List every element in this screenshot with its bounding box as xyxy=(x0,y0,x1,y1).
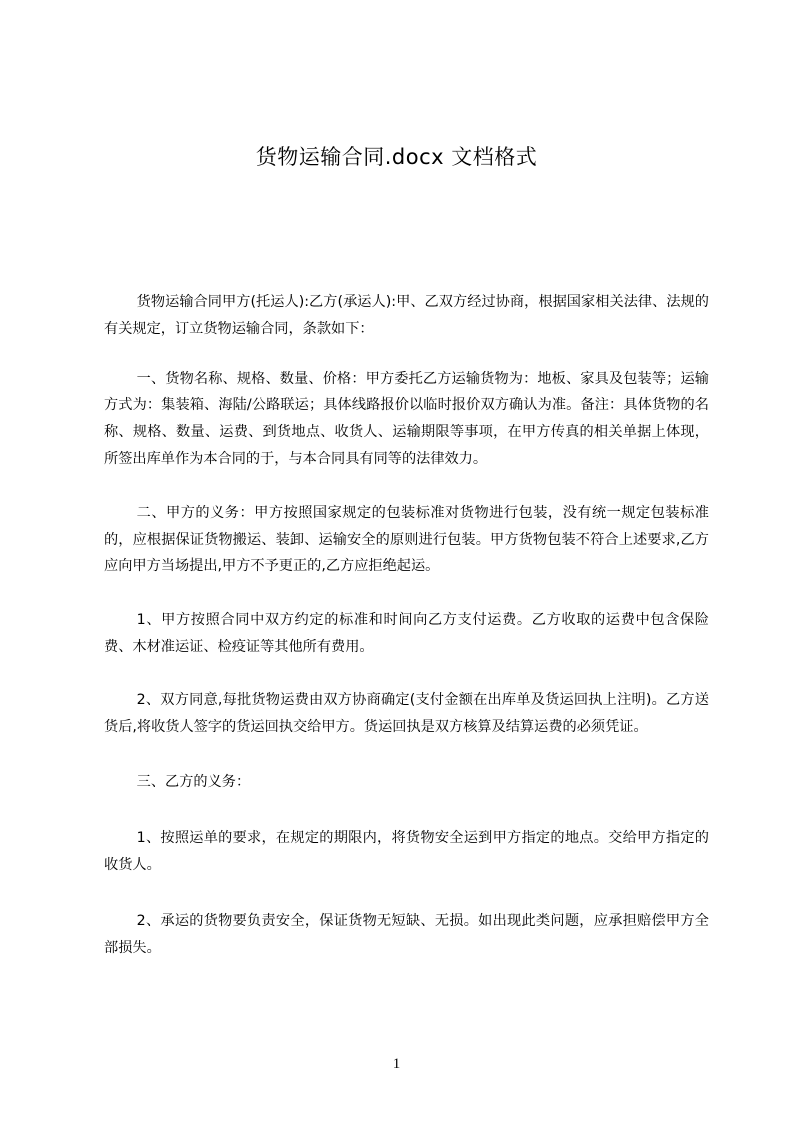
paragraph-goods-spec: 一、货物名称、规格、数量、价格：甲方委托乙方运输货物为：地板、家具及包装等；运输方式为：集装箱、海陆/公路联运；具体线路报价以临时报价双方确认为准。备注：具体货物的名称、规格、数量、运费、到货地点、收货人、运输期限等事项，在甲方传真的相关单据上体现，所签出库单作为本合同的于，与本合同具有同等的法律效力。 xyxy=(104,370,709,467)
paragraph-freight-payment: 1、甲方按照合同中双方约定的标准和时间向乙方支付运费。乙方收取的运费中包含保险费、木材准运证、检疫证等其他所有费用。 xyxy=(104,612,709,655)
paragraph-delivery-requirement: 1、按照运单的要求，在规定的期限内，将货物安全运到甲方指定的地点。交给甲方指定的收货人。 xyxy=(104,830,709,873)
document-body xyxy=(104,289,709,990)
paragraph-intro: 货物运输合同甲方(托运人):乙方(承运人):甲、乙双方经过协商，根据国家相关法律、法规的有关规定，订立货物运输合同，条款如下： xyxy=(104,294,709,337)
paragraph-freight-agreement: 2、双方同意,每批货物运费由双方协商确定(支付金额在出库单及货运回执上注明)。乙方送货后,将收货人签字的货运回执交给甲方。货运回执是双方核算及结算运费的必须凭证。 xyxy=(104,691,709,735)
document-title: 货物运输合同.docx 文档格式 xyxy=(255,145,538,169)
paragraph-party-a-obligations: 二、甲方的义务：甲方按照国家规定的包装标准对货物进行包装，没有统一规定包装标准的，应根据保证货物搬运、装卸、运输安全的原则进行包装。甲方货物包装不符合上述要求,乙方应向甲方当场提出,甲方不予更正的,乙方应拒绝起运。 xyxy=(104,504,709,575)
paragraph-cargo-safety: 2、承运的货物要负责安全，保证货物无短缺、无损。如出现此类问题，应承担赔偿甲方全部损失。 xyxy=(104,912,709,956)
page-number: 1 xyxy=(392,1056,401,1072)
section-heading-party-b-obligations: 三、乙方的义务： xyxy=(136,774,251,791)
